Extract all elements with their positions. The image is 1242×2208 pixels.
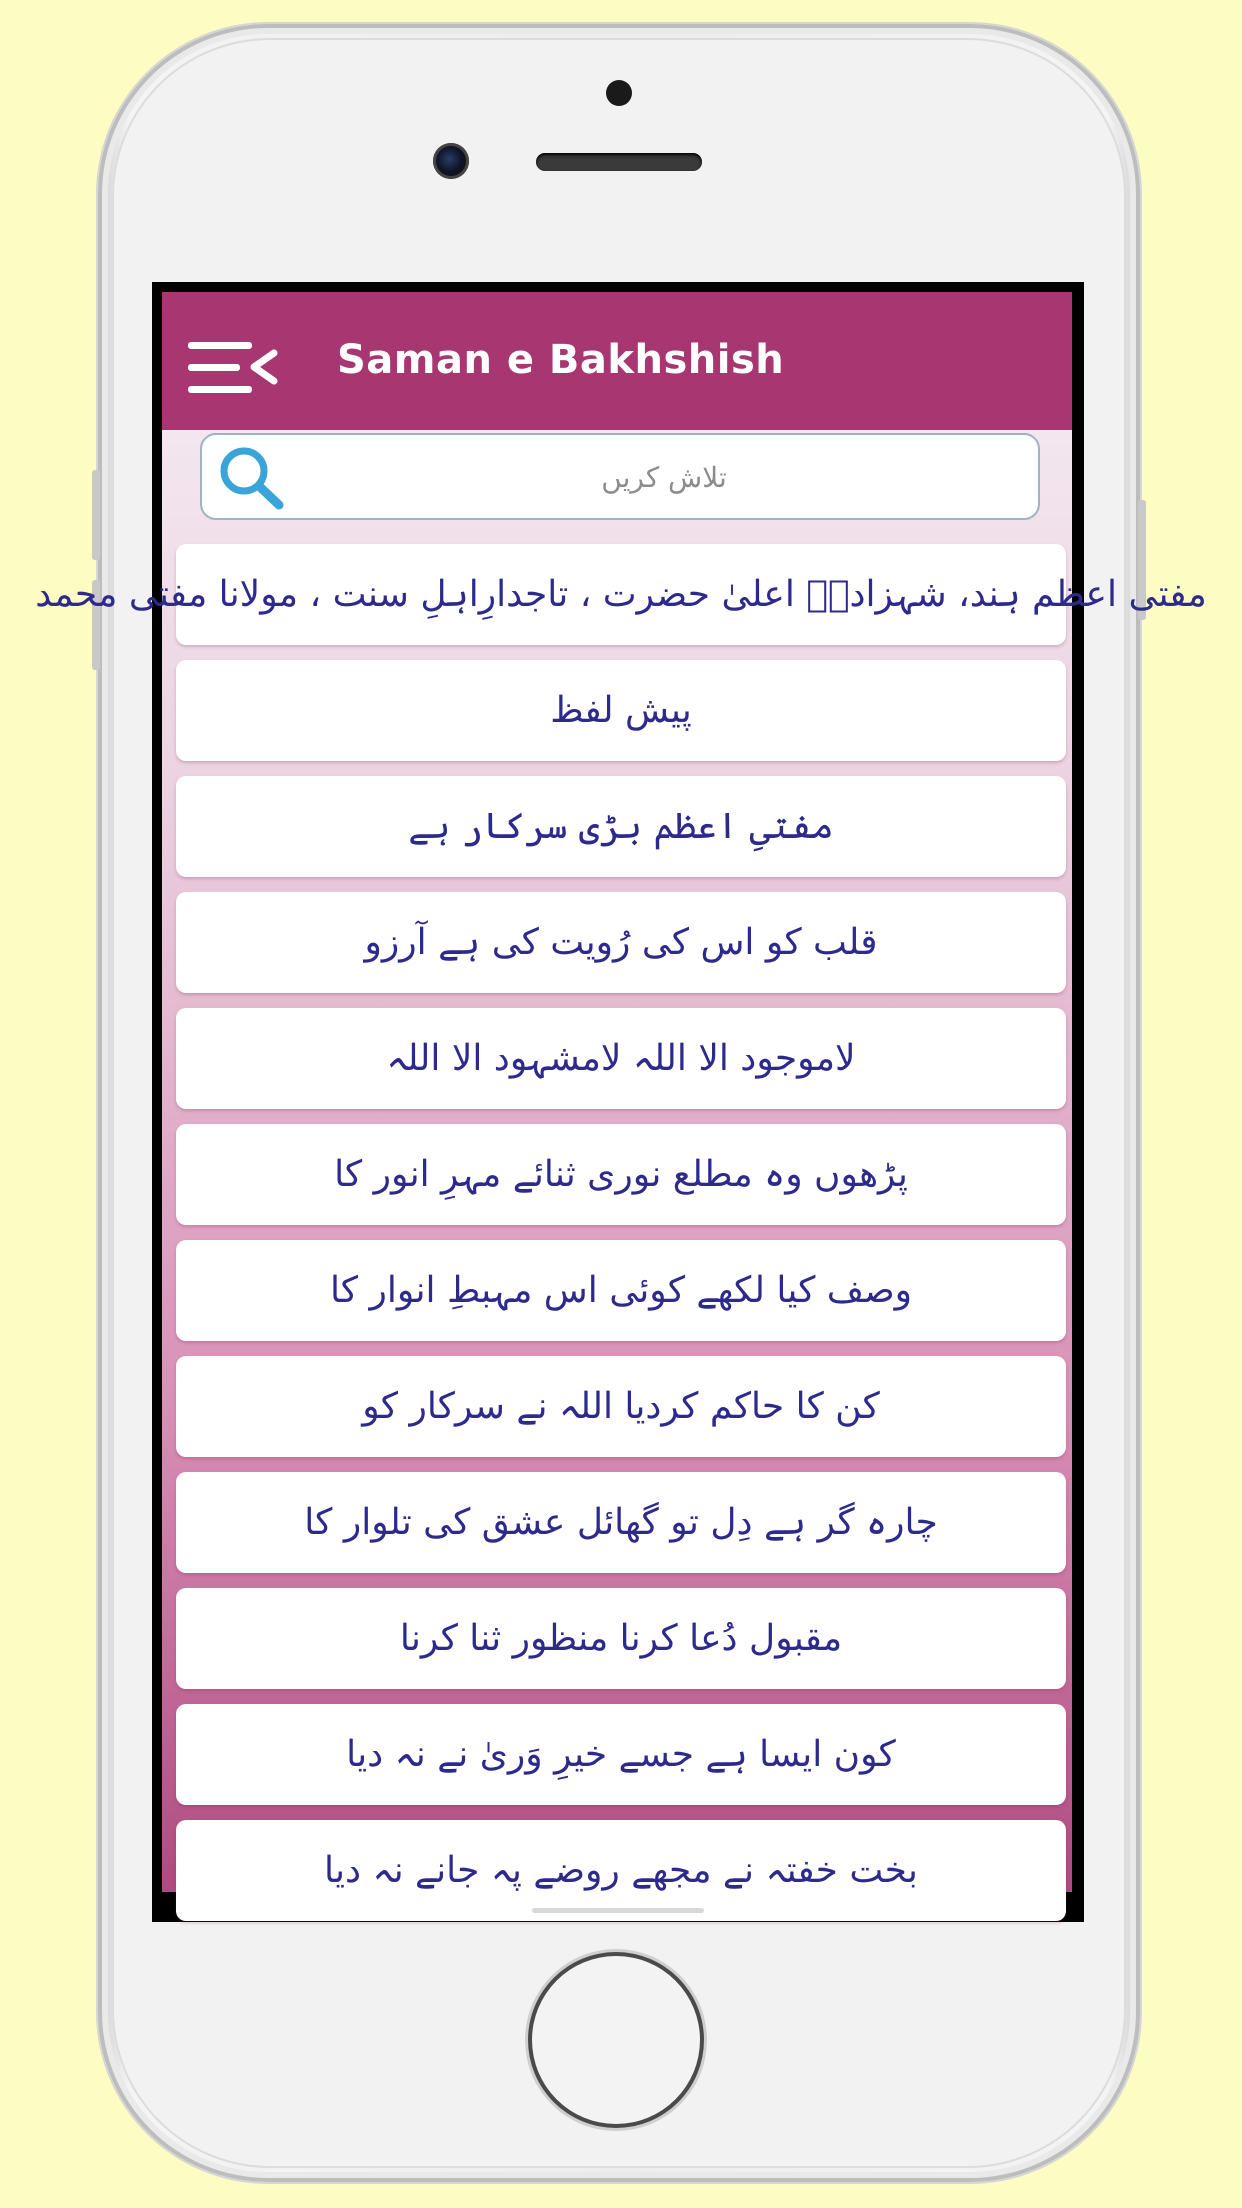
list-item[interactable] xyxy=(176,660,1066,761)
list-item-label: پڑھوں وہ مطلع نوری ثنائے مہرِ انور کا xyxy=(334,1154,908,1195)
list-item[interactable] xyxy=(176,776,1066,877)
app-title: Saman e Bakhshish xyxy=(337,337,785,383)
list-item-label: مفتی اعظم ہند، شہزادہٗ اعلیٰ حضرت ، تاجدارِاہلِ سنت ، مولانا مفتی محمد xyxy=(35,574,1207,615)
list-item-label: مفتیِ اعظم بڑی سرکار ہے xyxy=(408,806,834,847)
list-item-label: قلب کو اس کی رُویت کی ہے آرزو xyxy=(364,922,878,963)
list-item-label: کون ایسا ہے جسے خیرِ وَریٰ نے نہ دیا xyxy=(346,1734,896,1775)
list-item[interactable] xyxy=(176,892,1066,993)
list-item[interactable] xyxy=(176,1704,1066,1805)
chevron-left-icon xyxy=(246,350,280,384)
list-item[interactable] xyxy=(176,1820,1066,1921)
list-item[interactable] xyxy=(176,1008,1066,1109)
front-camera-icon xyxy=(433,143,469,179)
list-item-label: پیش لفظ xyxy=(550,690,692,731)
volume-button xyxy=(92,470,100,560)
home-indicator[interactable] xyxy=(532,1908,704,1913)
proximity-sensor-icon xyxy=(606,80,632,106)
home-button[interactable] xyxy=(532,1956,700,2124)
list-item[interactable] xyxy=(176,1240,1066,1341)
list-item[interactable] xyxy=(176,1588,1066,1689)
search-input[interactable] xyxy=(302,435,1026,520)
poem-list xyxy=(35,544,1207,1936)
earpiece-speaker xyxy=(536,153,702,171)
list-item-label: مقبول دُعا کرنا منظور ثنا کرنا xyxy=(399,1618,843,1659)
search-icon[interactable] xyxy=(216,443,286,513)
list-item[interactable] xyxy=(176,1472,1066,1573)
list-item[interactable] xyxy=(35,544,1207,645)
search-bar[interactable] xyxy=(200,433,1040,520)
list-item-label: لاموجود الا اللہ لامشہود الا اللہ xyxy=(386,1038,856,1079)
app-window xyxy=(35,292,1207,1892)
list-item-label: کن کا حاکم کردیا اللہ نے سرکار کو xyxy=(362,1386,880,1427)
menu-collapse-icon[interactable] xyxy=(188,340,280,396)
app-bar xyxy=(162,292,1072,430)
list-item-label: بخت خفتہ نے مجھے روضے پہ جانے نہ دیا xyxy=(324,1850,918,1891)
list-item[interactable] xyxy=(176,1356,1066,1457)
list-item-label: چارہ گر ہے دِل تو گھائل عشق کی تلوار کا xyxy=(304,1502,938,1543)
list-item-label: وصف کیا لکھے کوئی اس مہبطِ انوار کا xyxy=(329,1270,913,1311)
list-item[interactable] xyxy=(176,1124,1066,1225)
phone-screen xyxy=(35,282,1207,1922)
